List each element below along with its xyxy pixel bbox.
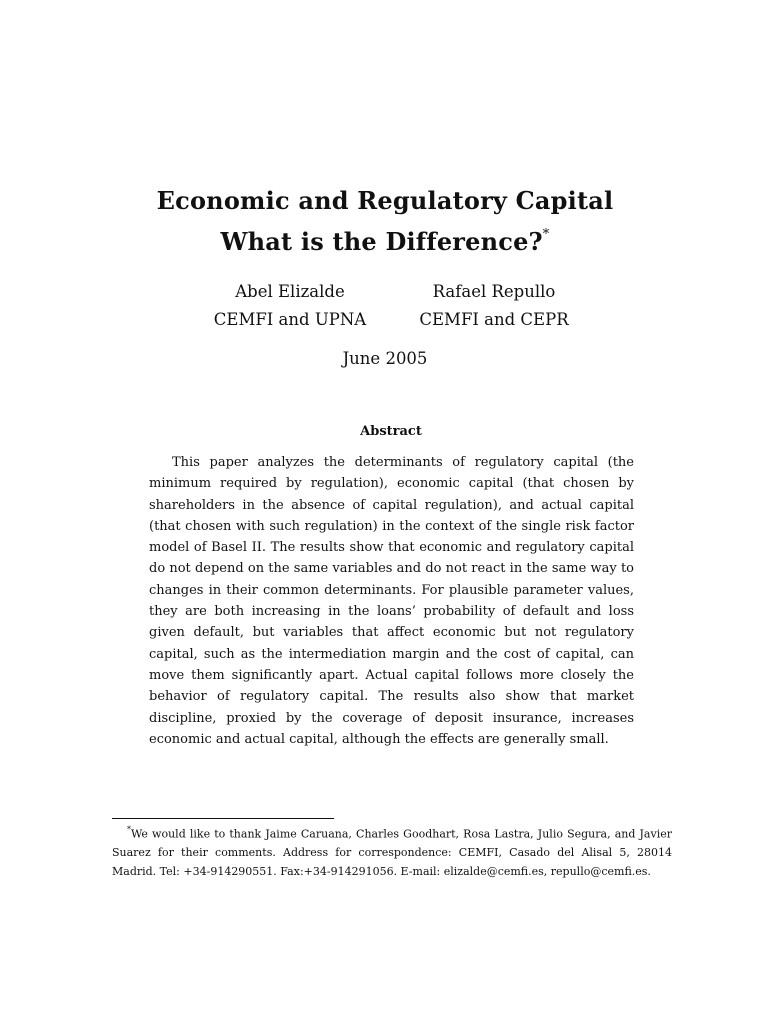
title-footnote-mark: * [542,227,550,242]
author-affiliation-2: CEMFI and CEPR [419,310,569,329]
footnote [112,822,672,881]
paper-title-line-1 [0,186,770,215]
publication-date: June 2005 [342,349,428,368]
footnote-text: We would like to thank Jaime Caruana, Charles Goodhart, Rosa Lastra, Julio Segura, and Javier Suarez for their comments. Address for correspondence: CEMFI, Casado del Alisal 5, 28014 Madrid. Tel: +34-914290551. Fax:+34-914291056. E-mail: elizalde@cemfi.es, repullo@cemfi.es. [112,827,672,878]
author-affiliation-1: CEMFI and UPNA [213,310,367,329]
footnote-mark: * [127,825,131,834]
title-text-line-1: Economic and Regulatory Capital [156,186,614,215]
abstract-heading: Abstract [360,424,422,439]
footnote-divider [112,818,334,819]
author-name-1: Abel Elizalde [235,282,345,301]
title-text-line-2: What is the Difference? [220,227,543,256]
abstract-body: This paper analyzes the determinants of regulatory capital (the minimum required by regulation), economic capital (that chosen by shareholders in the absence of capital regulation), and actual capital (that chosen with such regulation) in the context of the single risk factor model of Basel II. The results show that economic and regulatory capital do not depend on the same variables and do not react in the same way to changes in their common determinants. For plausible parameter values, they are both increasing in the loans’ probability of default and loss given default, but variables that affect economic but not regulatory capital, such as the intermediation margin and the cost of capital, can move them significantly apart. Actual capital follows more closely the behavior of regulatory capital. The results also show that market discipline, proxied by the coverage of deposit insurance, increases economic and actual capital, although the effects are generally small. [149,455,634,747]
author-name-2: Rafael Repullo [432,282,556,301]
paper-title-line-2 [0,227,770,256]
